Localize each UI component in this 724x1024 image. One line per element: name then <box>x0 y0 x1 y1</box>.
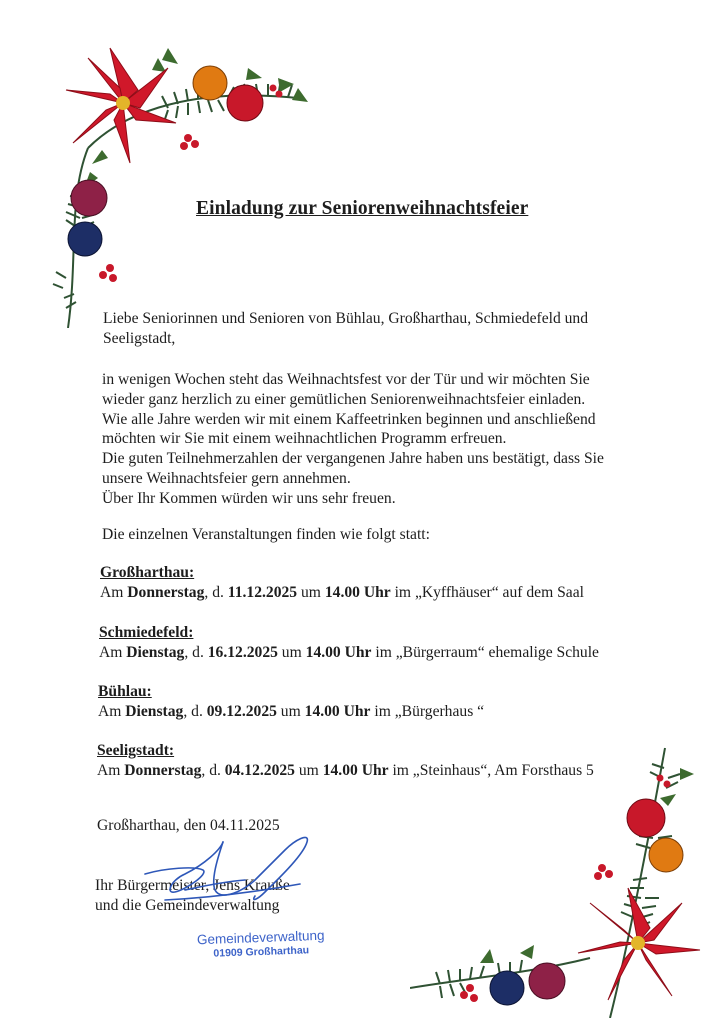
body-line: wieder ganz herzlich zu einer gemütlichen Seniorenweihnachtsfeier einladen. <box>102 390 586 408</box>
greeting-line: Seeligstadt, <box>103 329 176 347</box>
event-location: Seeligstadt: <box>97 742 175 759</box>
event-location: Großharthau: <box>100 564 195 581</box>
poinsettia-corner-icon <box>410 738 710 1018</box>
event-date: 16.12.2025 <box>207 644 278 661</box>
poinsettia-corner-icon <box>48 28 318 328</box>
event-um: um <box>276 703 305 720</box>
event-venue: im „Kyffhäuser“ auf dem Saal <box>390 584 584 601</box>
event-d: , d. <box>204 584 228 601</box>
event-time: 14.00 Uhr <box>322 762 389 779</box>
event-d: , d. <box>184 644 208 661</box>
event-schmiedefeld <box>99 623 599 663</box>
event-time: 14.00 Uhr <box>324 584 391 601</box>
event-prefix: Am <box>99 644 127 661</box>
events-intro: Die einzelnen Veranstaltungen finden wie folgt statt: <box>102 526 430 543</box>
event-weekday: Donnerstag <box>124 762 202 779</box>
signature <box>125 830 325 920</box>
event-weekday: Dienstag <box>126 644 185 661</box>
event-prefix: Am <box>100 584 128 601</box>
event-venue: im „Bürgerhaus “ <box>370 703 485 720</box>
closing-line: Ihr Bürgermeister, Jens Krauße <box>95 877 290 894</box>
greeting <box>103 309 643 349</box>
event-date: 09.12.2025 <box>206 703 277 720</box>
body-line: Über Ihr Kommen würden wir uns sehr freuen. <box>102 489 396 507</box>
event-buehlau <box>98 682 484 722</box>
event-time: 14.00 Uhr <box>304 703 371 720</box>
event-prefix: Am <box>97 762 125 779</box>
stamp-line: 01909 Großharthau <box>213 944 310 960</box>
event-venue: im „Bürgerraum“ ehemalige Schule <box>371 644 599 661</box>
event-prefix: Am <box>98 703 126 720</box>
event-date: 11.12.2025 <box>227 584 298 601</box>
body-line: möchten wir Sie mit einem weihnachtlichen Programm erfreuen. <box>102 430 507 448</box>
event-d: , d. <box>183 703 207 720</box>
place-date: Großharthau, den 04.11.2025 <box>97 817 280 834</box>
event-um: um <box>294 762 323 779</box>
stamp-line: Gemeindeverwaltung <box>196 927 325 948</box>
event-time: 14.00 Uhr <box>305 644 372 661</box>
body-line: in wenigen Wochen steht das Weihnachtsfest vor der Tür und wir möchten Sie <box>102 371 590 388</box>
event-d: , d. <box>201 762 225 779</box>
event-location: Bühlau: <box>98 683 152 700</box>
event-weekday: Donnerstag <box>127 584 205 601</box>
event-grossharthau <box>100 563 584 603</box>
closing-line: und die Gemeindeverwaltung <box>95 897 280 914</box>
page-title: Einladung zur Seniorenweihnachtsfeier <box>196 198 529 219</box>
event-location: Schmiedefeld: <box>99 624 194 641</box>
event-um: um <box>297 584 325 601</box>
official-stamp <box>186 927 337 960</box>
event-venue: im „Steinhaus“, Am Forsthaus 5 <box>388 762 594 779</box>
body-line: Wie alle Jahre werden wir mit einem Kaffeetrinken beginnen und anschließend <box>102 410 596 428</box>
greeting-line: Liebe Seniorinnen und Senioren von Bühlau, Großharthau, Schmiedefeld und <box>103 310 589 327</box>
body-paragraph <box>102 370 662 509</box>
body-line: unsere Weihnachtsfeier gern annehmen. <box>102 469 351 487</box>
event-um: um <box>277 644 306 661</box>
body-line: Die guten Teilnehmerzahlen der vergangenen Jahre haben uns bestätigt, dass Sie <box>102 450 604 468</box>
event-weekday: Dienstag <box>125 703 184 720</box>
event-date: 04.12.2025 <box>224 762 295 779</box>
